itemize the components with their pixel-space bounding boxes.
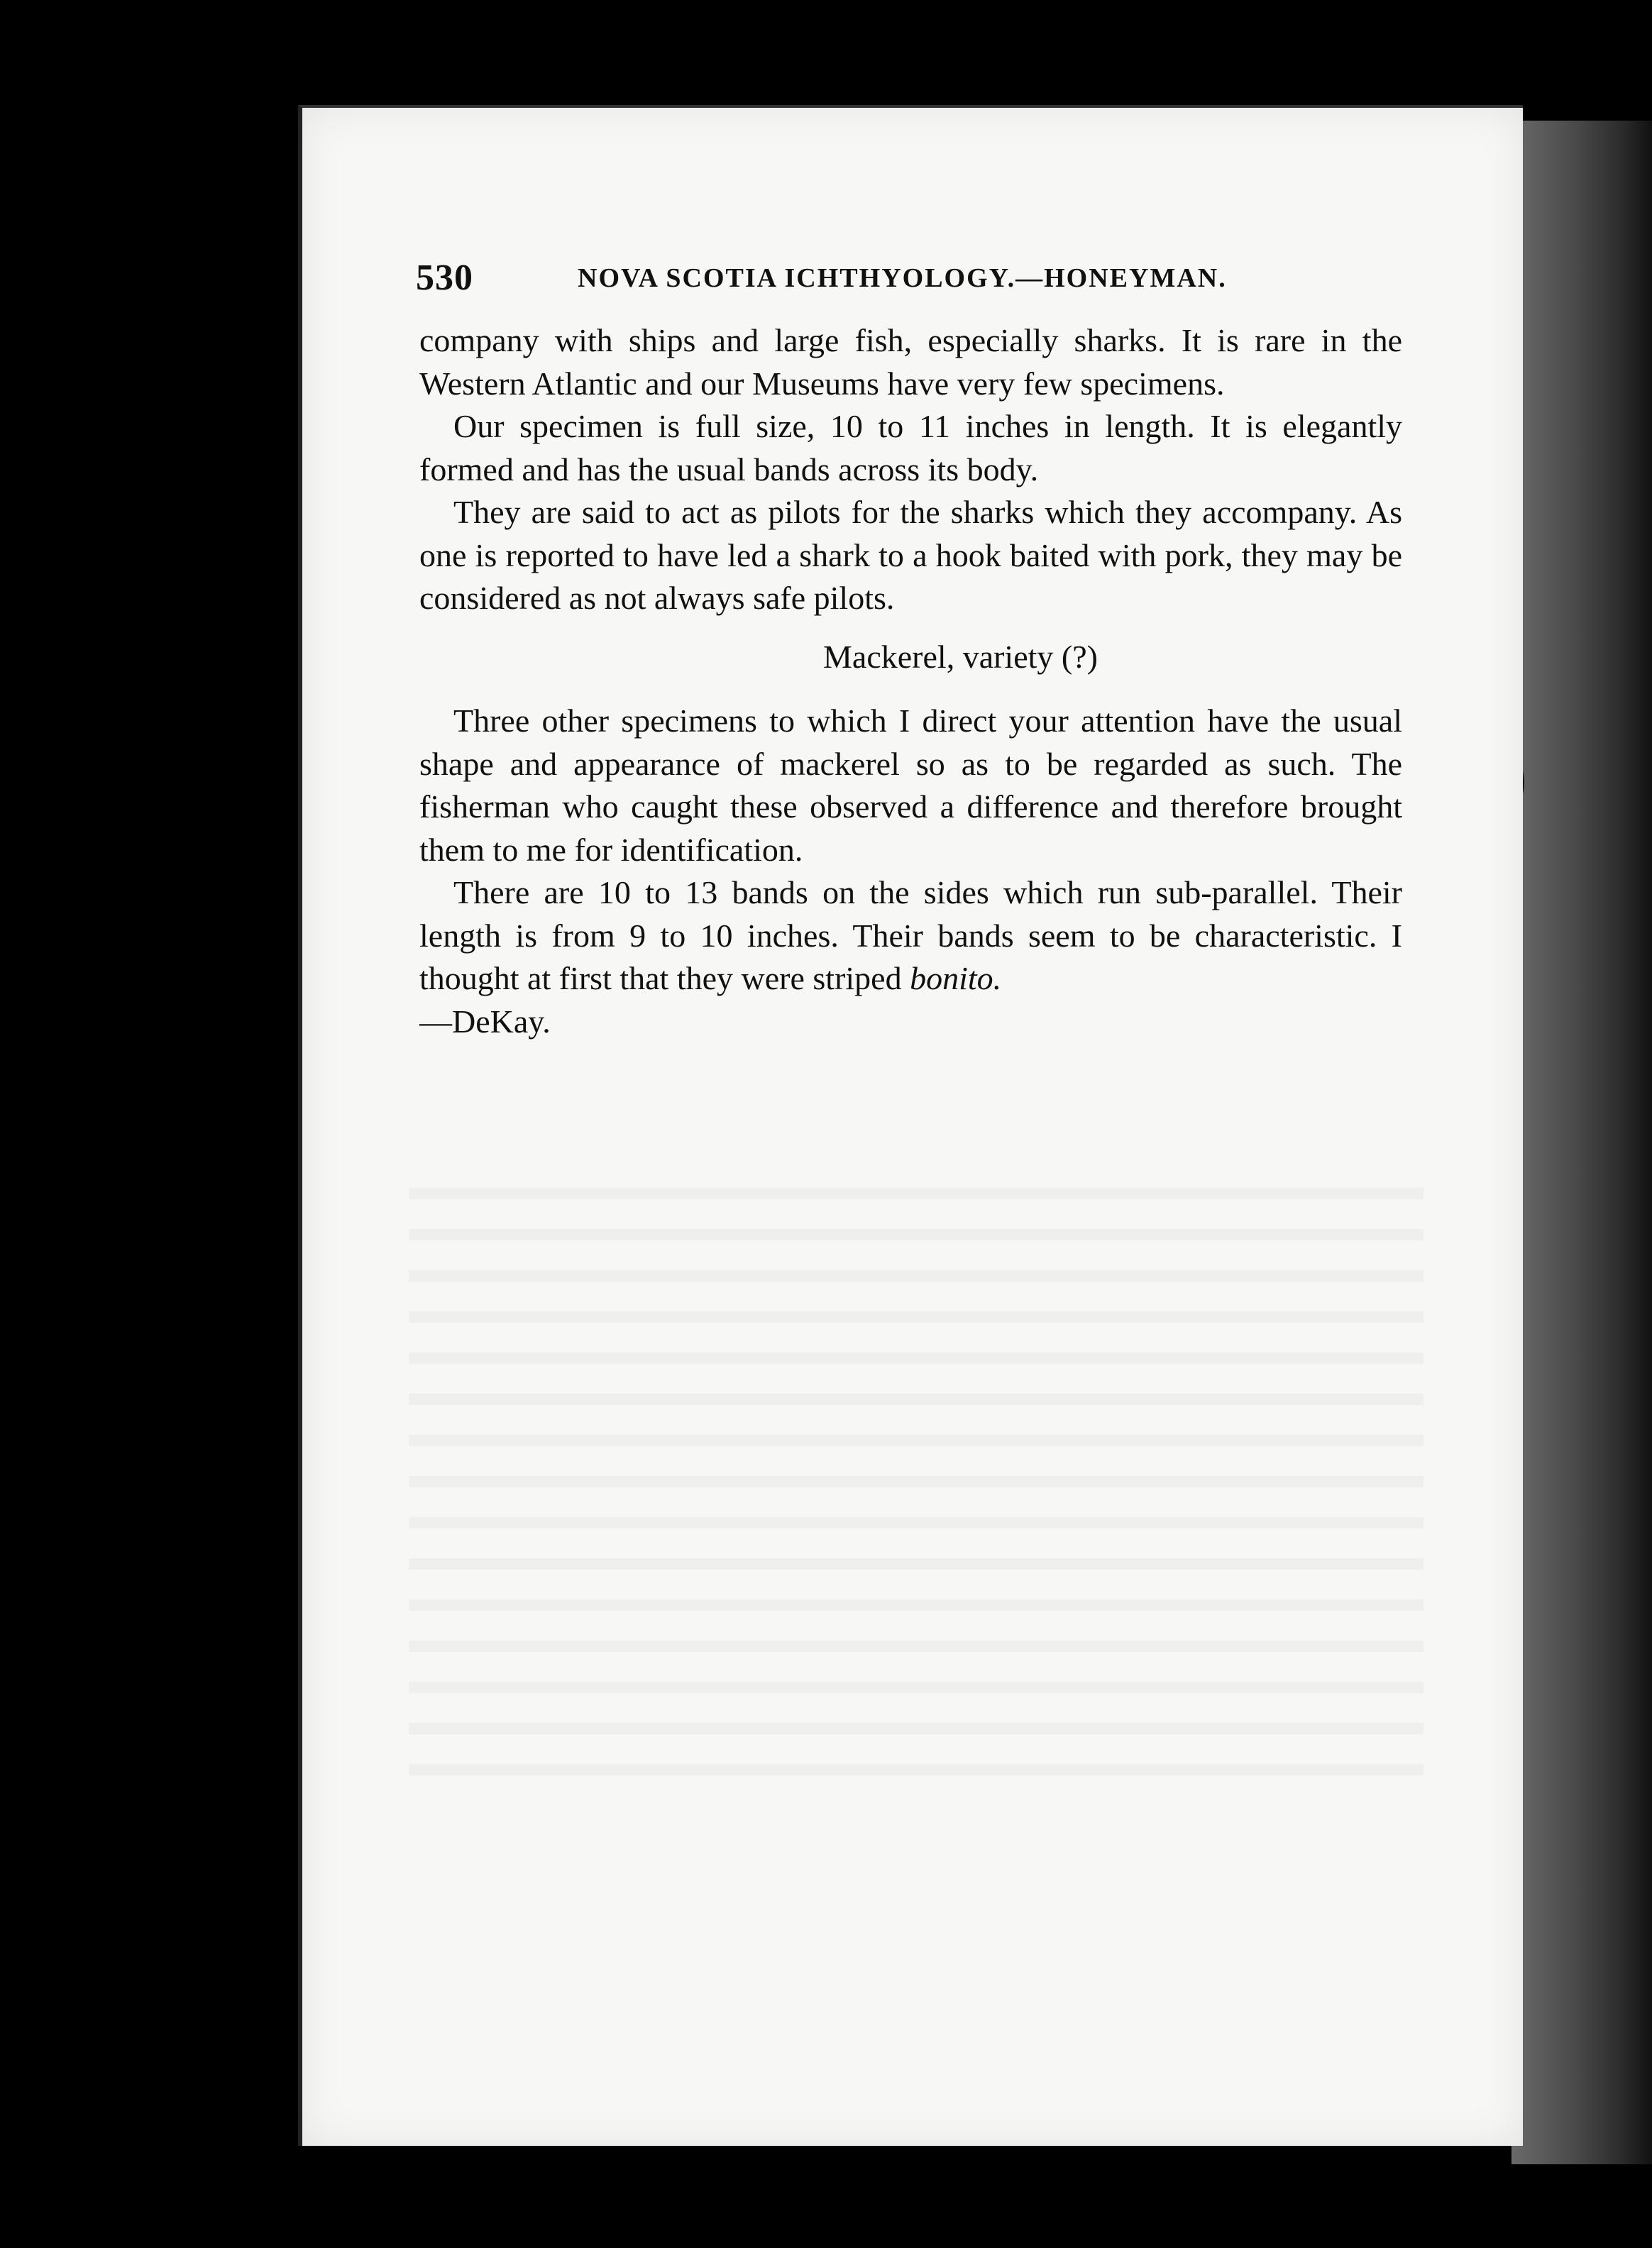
attribution: —DeKay. bbox=[419, 1003, 551, 1040]
paragraph: Three other specimens to which I direct your attention have the usual shape and appearance of mackerel so as to be regarded as such. The fisherman who caught these observed a difference and therefore brought them to me for identification. bbox=[419, 702, 1402, 868]
running-head-title: NOVA SCOTIA ICHTHYOLOGY.—HONEYMAN. bbox=[578, 263, 1227, 293]
paragraph: They are said to act as pilots for the sharks which they accompany. As one is reported to have led a shark to a hook baited with pork, they may be considered as not always safe pilots. bbox=[419, 494, 1402, 616]
bleed-through-text bbox=[409, 1158, 1424, 1797]
paragraph-continued: company with ships and large fish, especially sharks. It is rare in the Western Atlantic and our Museums have very few specimens. bbox=[419, 322, 1402, 402]
paragraph bbox=[419, 871, 1402, 1001]
body-text bbox=[419, 319, 1402, 1043]
paragraph: Our specimen is full size, 10 to 11 inches in length. It is elegantly formed and has the usual bands across its body. bbox=[419, 408, 1402, 487]
book-spine-shadow bbox=[1511, 121, 1652, 2164]
page-number: 530 bbox=[416, 258, 473, 298]
italic-term: bonito. bbox=[910, 960, 1002, 996]
book-page bbox=[298, 105, 1523, 2146]
paragraph-text: There are 10 to 13 bands on the sides which run sub-parallel. Their length is from 9 to 10 inches. Their bands seem to be characteristic. I thought at first that they were striped bbox=[419, 874, 1402, 996]
running-head bbox=[416, 257, 1431, 307]
section-heading: Mackerel, variety (?) bbox=[823, 638, 1098, 675]
